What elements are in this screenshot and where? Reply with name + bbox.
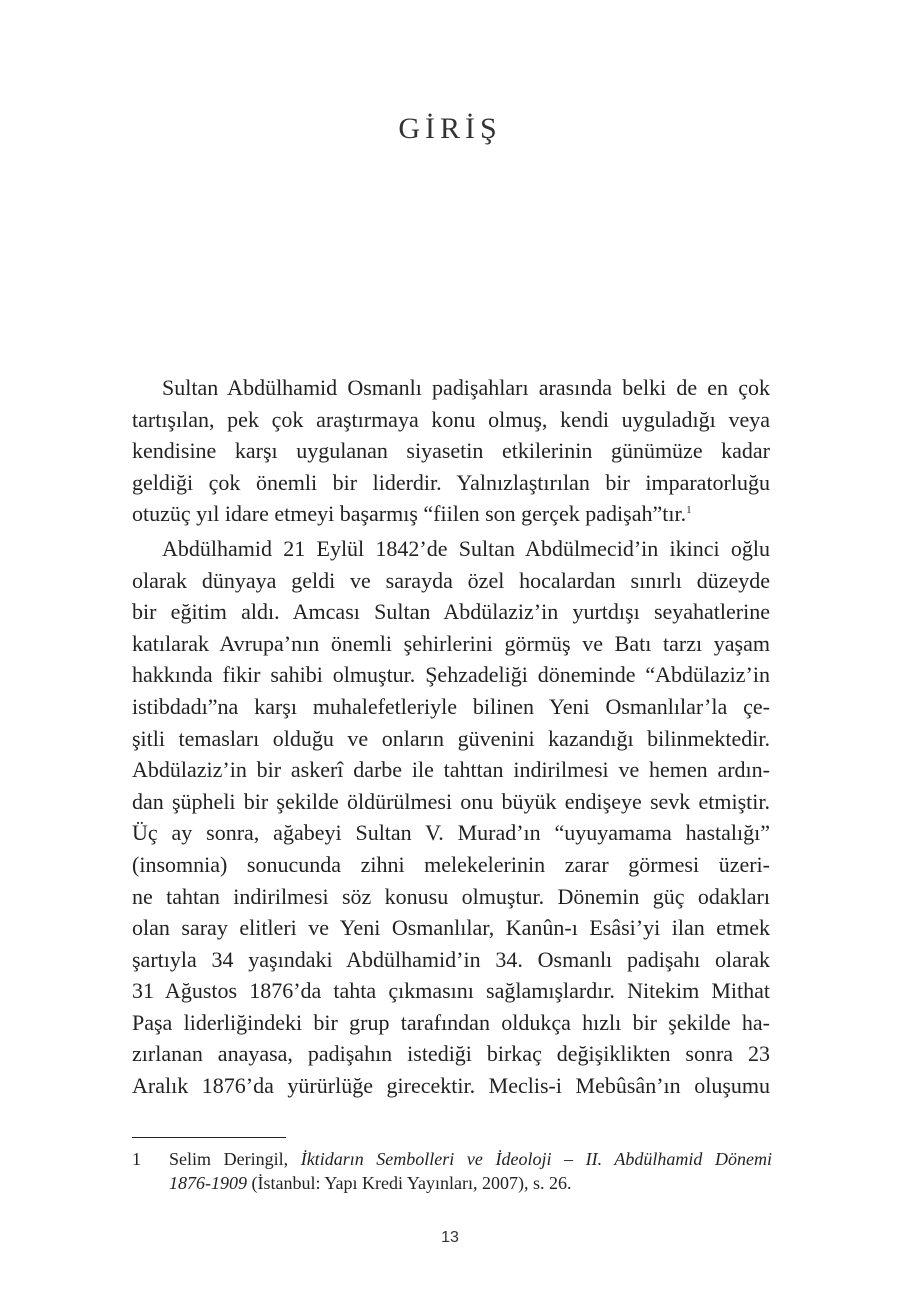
text-line-last	[132, 498, 770, 530]
body-text	[132, 372, 770, 1105]
text-line: şartıyla 34 yaşındaki Abdülhamid’in 34. Osmanlı padişahı olarak	[132, 946, 770, 972]
text-line: kendisine karşı uygulanan siyasetin etkilerinin günümüze kadar	[132, 438, 770, 464]
text-line: katılarak Avrupa’nın önemli şehirlerini görmüş ve Batı tarzı yaşam	[132, 630, 770, 656]
text-line: Abdülaziz’in bir askerî darbe ile tahttan indirilmesi ve hemen ardın-	[132, 757, 770, 783]
paragraph-1	[132, 372, 770, 530]
text-line: zırlanan anayasa, padişahın istediği birkaç değişiklikten sonra 23	[132, 1041, 770, 1067]
text-line: Aralık 1876’da yürürlüğe girecektir. Meclis-i Mebûsân’ın oluşumu	[132, 1073, 770, 1099]
footnote-divider	[132, 1137, 286, 1138]
text-line: otuzüç yıl idare etmeyi başarmış “fiilen son gerçek padişah”tır.	[132, 501, 687, 527]
footnote-line	[169, 1147, 772, 1171]
footnote-line	[169, 1171, 772, 1195]
text-line: ne tahtan indirilmesi söz konusu olmuştur. Dönemin güç odakları	[132, 883, 770, 909]
text-line: (insomnia) sonucunda zihni melekelerinin zarar görmesi üzeri-	[132, 851, 770, 877]
page-number: 13	[441, 1229, 459, 1246]
text-line: Üç ay sonra, ağabeyi Sultan V. Murad’ın “uyuyamama hastalığı”	[132, 820, 770, 846]
footnote-book-title: İktidarın Sembolleri ve İdeoloji – II. Abdülhamid Dönemi	[300, 1149, 772, 1169]
text-line: Abdülhamid 21 Eylül 1842’de Sultan Abdülmecid’in ikinci oğlu	[162, 535, 770, 561]
footnote-author: Selim Deringil,	[169, 1149, 301, 1169]
text-line: şitli temasları olduğu ve onların güvenini kazandığı bilinmektedir.	[132, 725, 770, 751]
footnote-text	[169, 1147, 772, 1195]
footnote-reference[interactable]: 1	[686, 504, 692, 517]
footnote-book-years: 1876-1909	[169, 1173, 247, 1193]
text-line: Sultan Abdülhamid Osmanlı padişahları arasında belki de en çok	[162, 375, 770, 400]
chapter-title: GİRİŞ	[398, 112, 502, 145]
text-line: 31 Ağustos 1876’da tahta çıkmasını sağlamışlardır. Nitekim Mithat	[132, 978, 770, 1004]
paragraph-2	[132, 533, 770, 1102]
text-line: geldiği çok önemli bir liderdir. Yalnızlaştırılan bir imparatorluğu	[132, 469, 770, 495]
footnote-publication: (İstanbul: Yapı Kredi Yayınları, 2007), s. 26.	[247, 1173, 572, 1193]
text-line: bir eğitim aldı. Amcası Sultan Abdülaziz’in yurtdışı seyahatlerine	[132, 599, 770, 625]
footnote	[132, 1147, 772, 1195]
text-line: olan saray elitleri ve Yeni Osmanlılar, Kanûn-ı Esâsi’yi ilan etmek	[132, 915, 770, 941]
text-line: tartışılan, pek çok araştırmaya konu olmuş, kendi uyguladığı veya	[132, 406, 770, 432]
text-line: istibdadı”na karşı muhalefetleriyle bilinen Yeni Osmanlılar’la çe-	[132, 693, 770, 719]
text-line: olarak dünyaya geldi ve sarayda özel hocalardan sınırlı düzeyde	[132, 567, 770, 593]
footnote-number: 1	[132, 1149, 141, 1169]
text-line: hakkında fikir sahibi olmuştur. Şehzadeliği döneminde “Abdülaziz’in	[132, 662, 770, 688]
text-line: dan şüpheli bir şekilde öldürülmesi onu büyük endişeye sevk etmiştir.	[132, 788, 770, 814]
text-line: Paşa liderliğindeki bir grup tarafından oldukça hızlı bir şekilde ha-	[132, 1009, 770, 1035]
